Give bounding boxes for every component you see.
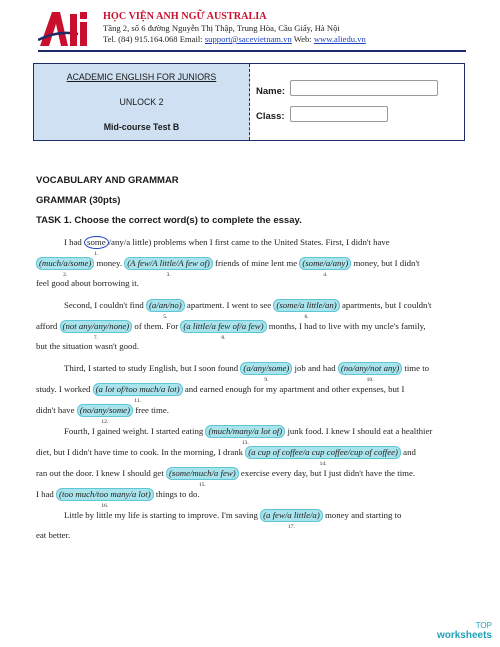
option-text: (not any/any/none) [62, 321, 130, 331]
essay-line [36, 446, 416, 467]
option-chip[interactable] [36, 257, 94, 278]
blank-number: 8. [221, 335, 226, 341]
essay-line: feel good about borrowing it. [36, 278, 139, 288]
text: Little by little my life is starting to improve. I'm saving [64, 510, 261, 520]
text: friends of mine lent me [212, 258, 300, 268]
contact-line [103, 34, 493, 46]
text: months, I had to live with my uncle's family, [266, 321, 426, 331]
name-label: Name: [256, 86, 286, 97]
option-text: (some/much/a few) [168, 468, 236, 478]
option-text: (a few/a little/a) [263, 510, 320, 520]
essay-line: but the situation wasn't good. [36, 341, 139, 351]
essay-line [36, 257, 420, 278]
text: I had [64, 237, 85, 247]
blank-number: 15. [198, 482, 206, 488]
text: money, but I didn't [351, 258, 420, 268]
option-chip[interactable] [245, 446, 401, 467]
option-text: (A few/A little/A few of) [127, 258, 210, 268]
school-header [103, 11, 493, 46]
blank-number: 11. [134, 398, 141, 404]
option-text: (a cup of coffee/a cup coffee/cup of coffee) [248, 447, 398, 457]
text: exercise every day, but I just didn't have the time. [238, 468, 416, 478]
option-chip[interactable] [338, 362, 402, 383]
text: apartment. I went to see [184, 300, 274, 310]
essay-line [36, 488, 200, 509]
option-chip[interactable] [60, 320, 133, 341]
option-text: (no/any/not any) [340, 363, 400, 373]
text: afford [36, 321, 60, 331]
school-address: Tầng 2, số 6 đường Nguyễn Thị Thập, Trung Hòa, Cầu Giấy, Hà Nội [103, 22, 340, 33]
name-field[interactable] [290, 80, 438, 96]
essay-line [64, 299, 432, 320]
ali-logo [38, 10, 96, 48]
option-chip[interactable] [93, 383, 183, 404]
text: free time. [133, 405, 169, 415]
blank-number: 16. [101, 503, 109, 509]
option-text: (some/a/any) [302, 258, 349, 268]
blank-number: 1. [94, 251, 99, 257]
course-title: ACADEMIC ENGLISH FOR JUNIORS [66, 72, 217, 82]
circled-answer: some [87, 237, 106, 247]
text: /any/a little) problems when I first came to the United States. First, I didn't have [108, 237, 390, 247]
option-chip[interactable] [240, 362, 292, 383]
web-link[interactable]: www.aliedu.vn [313, 34, 366, 44]
text: didn't have [36, 405, 77, 415]
blank-number: 10. [366, 377, 374, 383]
blank-number: 9. [264, 377, 269, 383]
text: time to [402, 363, 430, 373]
blank-number: 5. [163, 314, 168, 320]
option-chip[interactable] [299, 257, 351, 278]
class-label: Class: [256, 111, 285, 122]
unit-title: UNLOCK 2 [119, 97, 164, 107]
option-chip[interactable] [146, 299, 185, 320]
option-text: (much/a/some) [39, 258, 92, 268]
option-text: (a little/a few of/a few) [183, 321, 264, 331]
blank-number: 2. [63, 272, 68, 278]
task-heading: TASK 1. Choose the correct word(s) to complete the essay. [36, 215, 302, 226]
option-text: (too much/too many/a lot) [59, 489, 151, 499]
text: ran out the door. I knew I should get [36, 468, 166, 478]
essay-line [64, 236, 390, 257]
option-text: (a/any/some) [243, 363, 290, 373]
text: things to do. [153, 489, 200, 499]
class-field[interactable] [290, 106, 388, 122]
grammar-heading: GRAMMAR (30pts) [36, 195, 121, 206]
option-text: (a/an/no) [148, 300, 182, 310]
option-text: (much/many/a lot of) [208, 426, 283, 436]
essay-line [64, 509, 402, 530]
blank-number: 6. [304, 314, 309, 320]
topworksheets-brand[interactable] [437, 621, 492, 641]
option-chip[interactable] [124, 257, 213, 278]
email-label: Email: [179, 34, 203, 44]
blank-number: 7. [93, 335, 98, 341]
text: junk food. I knew I should eat a healthier [285, 426, 433, 436]
text: Third, I started to study English, but I soon found [64, 363, 241, 373]
essay-line [64, 362, 430, 383]
option-chip[interactable] [205, 425, 285, 446]
blank-number: 3. [166, 272, 171, 278]
email-link[interactable]: support@sacevietnam.vn [204, 34, 292, 44]
option-chip[interactable] [56, 488, 154, 509]
header-divider [38, 50, 466, 52]
vocab-heading: VOCABULARY AND GRAMMAR [36, 175, 179, 186]
test-info-box [33, 63, 465, 141]
school-name: HỌC VIỆN ANH NGỮ AUSTRALIA [103, 11, 267, 22]
option-chip[interactable] [166, 467, 239, 488]
option-chip[interactable] [180, 320, 266, 341]
text: study. I worked [36, 384, 93, 394]
text: diet, but I didn't have time to cook. In the morning, I drank [36, 447, 246, 457]
blank-number: 4. [323, 272, 328, 278]
essay-line [36, 320, 426, 341]
brand-top: TOP [475, 621, 492, 630]
option-chip[interactable] [77, 404, 133, 425]
option-text: (some/a little/an) [276, 300, 337, 310]
essay-line [36, 404, 169, 425]
blank-number: 13. [241, 440, 249, 446]
text: job and had [292, 363, 338, 373]
option-text: (a lot of/too much/a lot) [95, 384, 180, 394]
essay-line [36, 467, 416, 488]
essay-line: eat better. [36, 530, 71, 540]
answer-circle[interactable] [84, 236, 109, 257]
tel: Tel. (84) 915.164.068 [103, 34, 178, 44]
text: and earned enough for my apartment and other expenses, but I [182, 384, 405, 394]
brand-worksheets: worksheets [436, 630, 492, 641]
course-panel [34, 64, 250, 140]
essay-line [36, 383, 405, 404]
option-chip[interactable] [260, 509, 323, 530]
text: I had [36, 489, 57, 499]
text: money. [94, 258, 125, 268]
blank-number: 14. [319, 461, 327, 467]
text: Fourth, I gained weight. I started eating [64, 426, 206, 436]
text: Second, I couldn't find [64, 300, 146, 310]
text: of them. For [132, 321, 181, 331]
option-chip[interactable] [273, 299, 339, 320]
text: and [400, 447, 416, 457]
option-text: (no/any/some) [79, 405, 131, 415]
blank-number: 17. [287, 524, 295, 530]
essay-line [64, 425, 433, 446]
text: money and starting to [322, 510, 402, 520]
blank-number: 12. [101, 419, 109, 425]
test-title: Mid-course Test B [103, 122, 180, 132]
text: apartments, but I couldn't [339, 300, 432, 310]
web-label: Web: [293, 34, 312, 44]
